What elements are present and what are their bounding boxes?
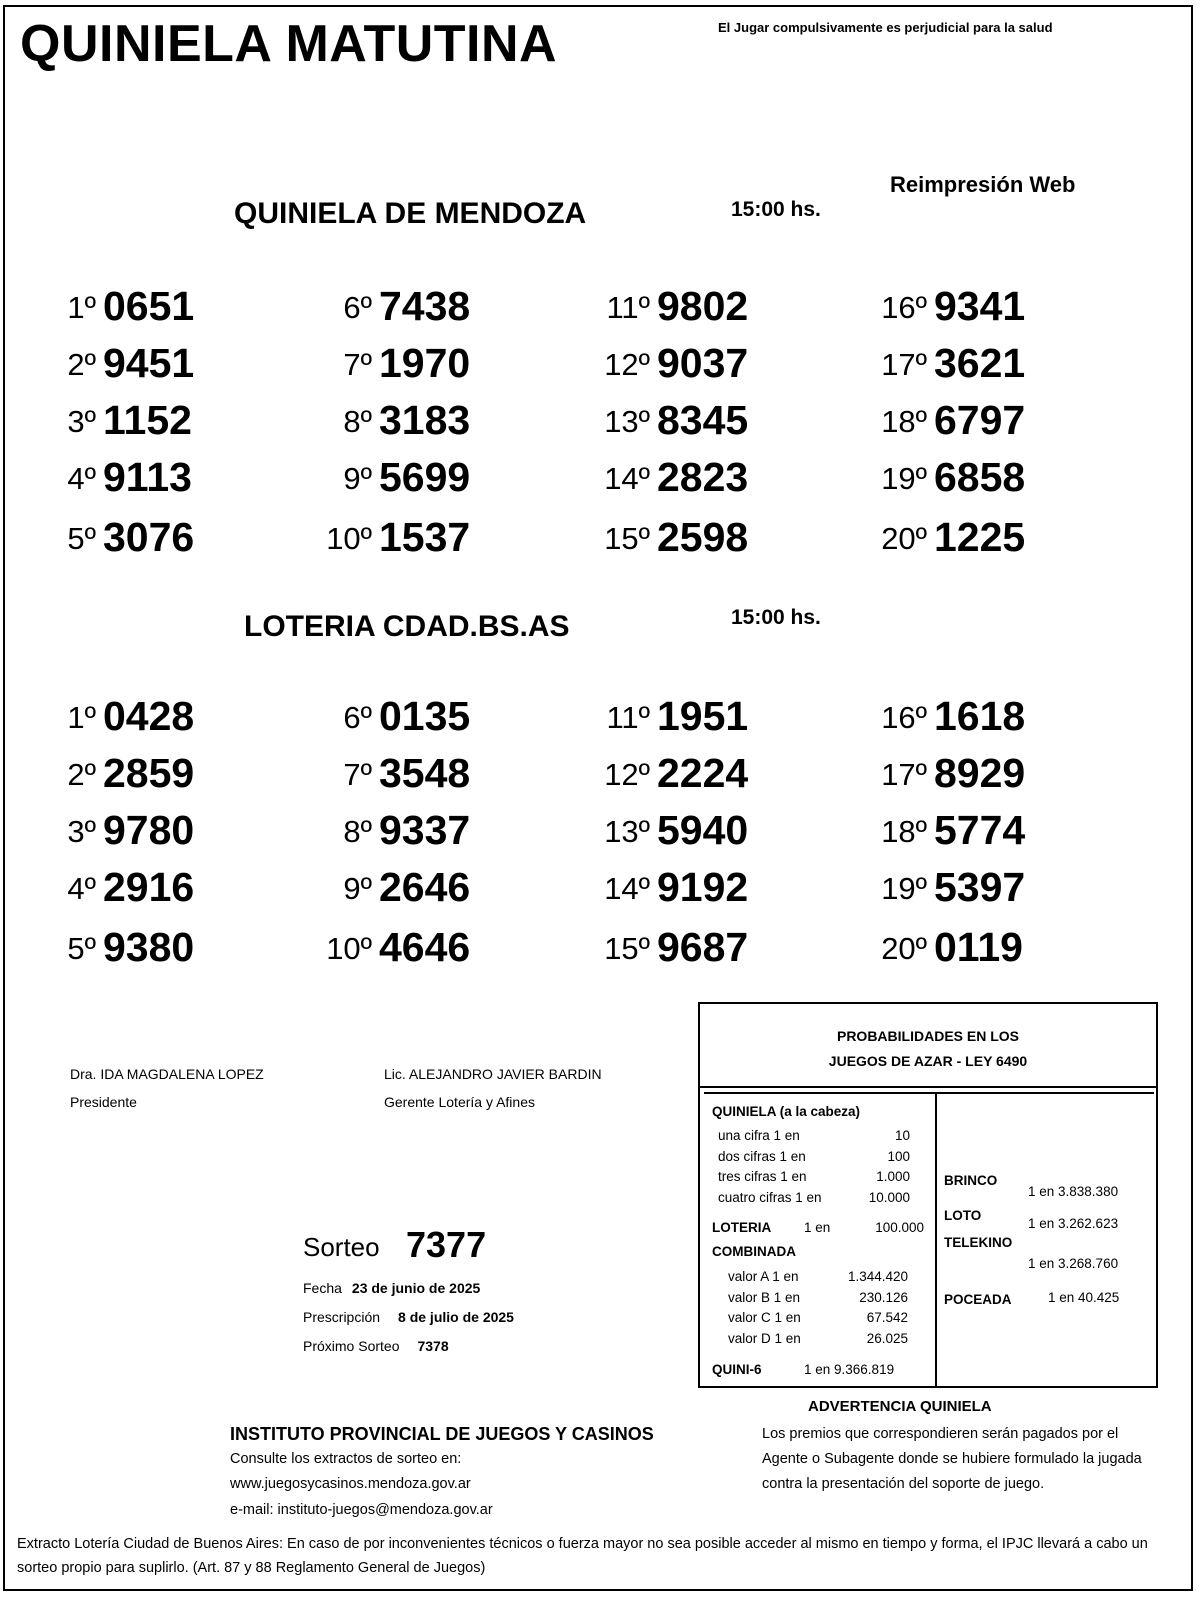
result-cell (827, 857, 1087, 915)
result-number: 9341 (934, 283, 1026, 329)
odds-row-label: tres cifras 1 en (718, 1169, 807, 1184)
signature-right-name: Lic. ALEJANDRO JAVIER BARDIN (384, 1066, 602, 1082)
result-number: 0651 (103, 283, 195, 329)
result-cell (0, 276, 256, 334)
result-number: 9037 (657, 340, 749, 386)
result-position: 8º (343, 814, 372, 849)
quiniela-odds-title: QUINIELA (a la cabeza) (712, 1104, 861, 1119)
result-position: 5º (67, 521, 96, 556)
result-position: 6º (343, 290, 372, 325)
result-number: 9687 (657, 924, 749, 970)
result-number: 3183 (379, 397, 471, 443)
result-number: 2859 (103, 750, 195, 796)
signature-left (70, 1060, 264, 1116)
result-number: 6797 (934, 397, 1026, 443)
result-position: 19º (881, 461, 927, 496)
result-position: 1º (67, 290, 96, 325)
result-position: 15º (604, 931, 650, 966)
fecha-value: 23 de junio de 2025 (351, 1280, 481, 1296)
result-cell (550, 447, 810, 505)
odds-row-value: 1.344.420 (847, 1269, 908, 1284)
result-number: 2224 (657, 750, 749, 796)
odds-row-label: valor B 1 en (728, 1289, 801, 1305)
result-position: 17º (881, 757, 927, 792)
result-number: 9192 (657, 864, 749, 910)
result-cell (827, 333, 1087, 391)
section-title-mendoza: QUINIELA DE MENDOZA (234, 197, 587, 230)
loteria-odds-label: LOTERIA (712, 1220, 772, 1235)
result-cell (827, 743, 1087, 801)
result-number: 5397 (934, 864, 1026, 910)
result-position: 12º (604, 347, 650, 382)
result-number: 6858 (934, 454, 1026, 500)
result-cell (0, 686, 256, 744)
result-number: 8345 (657, 397, 749, 443)
result-position: 19º (881, 871, 927, 906)
result-position: 5º (67, 931, 96, 966)
proximo-label: Próximo Sorteo (303, 1338, 400, 1354)
odds-row-value: 10 (894, 1128, 910, 1143)
result-position: 2º (67, 347, 96, 382)
quini6-odds-label: QUINI-6 (712, 1362, 762, 1377)
result-cell (550, 917, 810, 975)
result-number: 1618 (934, 693, 1026, 739)
result-number: 5940 (657, 807, 749, 853)
result-position: 9º (343, 461, 372, 496)
result-position: 3º (67, 404, 96, 439)
page-title: QUINIELA MATUTINA (20, 15, 558, 73)
result-number: 7438 (379, 283, 471, 329)
prescripcion-row (303, 1309, 514, 1325)
result-number: 1152 (103, 397, 192, 443)
result-number: 2823 (657, 454, 749, 500)
loto-value: 1 en 3.262.623 (1028, 1216, 1119, 1231)
odds-row-label: valor D 1 en (728, 1330, 801, 1346)
result-cell (827, 800, 1087, 858)
telekino-value: 1 en 3.268.760 (1028, 1256, 1119, 1271)
probabilities-header (700, 1004, 1156, 1088)
result-number: 8929 (934, 750, 1026, 796)
odds-row-value: 10.000 (868, 1189, 910, 1205)
result-position: 8º (343, 404, 372, 439)
result-position: 13º (604, 814, 650, 849)
result-number: 9802 (657, 283, 749, 329)
result-number: 5699 (379, 454, 471, 500)
loto-label: LOTO (944, 1208, 982, 1223)
result-cell (827, 686, 1087, 744)
result-number: 5774 (934, 807, 1026, 853)
section-time-mendoza: 15:00 hs. (731, 198, 821, 221)
odds-row-value: 1.000 (876, 1169, 910, 1184)
result-position: 4º (67, 461, 96, 496)
result-cell (550, 686, 810, 744)
probabilities-title-1: PROBABILIDADES EN LOS (836, 1028, 1019, 1044)
probabilities-title-2: JUEGOS DE AZAR - LEY 6490 (828, 1053, 1028, 1069)
quini6-odds-value: 1 en 9.366.819 (804, 1362, 895, 1377)
odds-row-value: 230.126 (859, 1289, 908, 1305)
result-position: 7º (343, 347, 372, 382)
result-number: 3621 (934, 340, 1026, 386)
result-position: 10º (326, 521, 372, 556)
poceada-value: 1 en 40.425 (1048, 1290, 1120, 1305)
result-number: 3076 (103, 514, 195, 560)
signature-left-name: Dra. IDA MAGDALENA LOPEZ (70, 1066, 264, 1082)
proximo-row (303, 1338, 449, 1354)
result-number: 0119 (934, 924, 1023, 970)
result-cell (550, 507, 810, 565)
sorteo-label: Sorteo (303, 1232, 380, 1262)
result-position: 2º (67, 757, 96, 792)
signature-right-role: Gerente Lotería y Afines (384, 1094, 535, 1110)
result-cell (550, 276, 810, 334)
result-cell (272, 333, 532, 391)
result-number: 1970 (379, 340, 471, 386)
result-cell (0, 857, 256, 915)
proximo-value: 7378 (417, 1338, 449, 1354)
result-position: 11º (606, 700, 650, 735)
result-cell (272, 743, 532, 801)
result-number: 4646 (379, 924, 471, 970)
result-number: 9780 (103, 807, 195, 853)
fecha-row (303, 1280, 480, 1296)
poceada-label: POCEADA (944, 1292, 1012, 1307)
result-cell (272, 800, 532, 858)
result-cell (272, 447, 532, 505)
signature-left-role: Presidente (70, 1094, 137, 1110)
result-position: 6º (343, 700, 372, 735)
result-position: 20º (881, 521, 927, 556)
probabilities-box (698, 1002, 1158, 1388)
result-number: 9451 (103, 340, 195, 386)
result-cell (827, 447, 1087, 505)
result-cell (550, 390, 810, 448)
result-cell (550, 333, 810, 391)
advertencia-title: ADVERTENCIA QUINIELA (808, 1398, 992, 1415)
result-cell (272, 507, 532, 565)
result-position: 16º (881, 700, 927, 735)
institute-email[interactable]: e-mail: instituto-juegos@mendoza.gov.ar (230, 1502, 493, 1518)
result-cell (827, 276, 1087, 334)
result-number: 0428 (103, 693, 195, 739)
result-position: 12º (604, 757, 650, 792)
health-warning: El Jugar compulsivamente es perjudicial para la salud (718, 20, 1053, 35)
result-cell (0, 447, 256, 505)
result-cell (272, 917, 532, 975)
result-cell (0, 507, 256, 565)
result-cell (550, 857, 810, 915)
result-position: 18º (881, 404, 927, 439)
result-number: 9380 (103, 924, 195, 970)
odds-row-label: dos cifras 1 en (718, 1148, 806, 1164)
prescripcion-value: 8 de julio de 2025 (398, 1309, 514, 1325)
result-position: 14º (604, 871, 650, 906)
result-number: 9113 (103, 454, 192, 500)
result-position: 4º (67, 871, 96, 906)
result-cell (827, 390, 1087, 448)
result-cell (272, 686, 532, 744)
result-number: 1225 (934, 514, 1026, 560)
result-position: 20º (881, 931, 927, 966)
combinada-odds-title: COMBINADA (712, 1244, 796, 1259)
fecha-label: Fecha (303, 1280, 342, 1296)
advertencia-text: Los premios que correspondieren serán pagados por el Agente o Subagente donde se hubiere formulado la jugada contra la presentación del soporte de juego. (762, 1426, 1142, 1492)
result-position: 9º (343, 871, 372, 906)
loteria-odds-text: 1 en (804, 1220, 831, 1235)
result-cell (272, 390, 532, 448)
result-number: 2646 (379, 864, 471, 910)
result-number: 0135 (379, 693, 471, 739)
result-position: 13º (604, 404, 650, 439)
institute-website[interactable]: www.juegosycasinos.mendoza.gov.ar (230, 1476, 471, 1492)
result-position: 1º (67, 700, 96, 735)
odds-row-label: valor A 1 en (728, 1269, 799, 1284)
result-cell (827, 917, 1087, 975)
result-number: 1951 (657, 693, 749, 739)
sorteo-number: 7377 (406, 1224, 487, 1265)
odds-row-label: cuatro cifras 1 en (718, 1189, 822, 1205)
brinco-label: BRINCO (944, 1173, 998, 1188)
result-number: 3548 (379, 750, 471, 796)
result-cell (0, 800, 256, 858)
result-position: 18º (881, 814, 927, 849)
telekino-label: TELEKINO (944, 1235, 1013, 1250)
footer-note: Extracto Lotería Ciudad de Buenos Aires: En caso de por inconvenientes técnicos o fuerza mayor no sea posible acceder al mismo en tiempo y forma, el IPJC llevará a cabo un sorteo propio para suplirlo. (Art. 87 y 88 Reglamento General de Juegos) (17, 1536, 1148, 1576)
result-cell (550, 800, 810, 858)
result-number: 9337 (379, 807, 471, 853)
section-title-loteria: LOTERIA CDAD.BS.AS (244, 610, 570, 643)
result-cell (0, 917, 256, 975)
brinco-value: 1 en 3.838.380 (1028, 1184, 1119, 1199)
result-number: 2598 (657, 514, 749, 560)
probabilities-divider-v (935, 1094, 937, 1386)
reprint-label: Reimpresión Web (890, 172, 1076, 197)
loteria-odds-value: 100.000 (875, 1220, 924, 1235)
result-position: 15º (604, 521, 650, 556)
result-number: 2916 (103, 864, 195, 910)
result-position: 7º (343, 757, 372, 792)
result-position: 14º (604, 461, 650, 496)
odds-row-value: 26.025 (866, 1330, 908, 1346)
result-position: 11º (606, 290, 650, 325)
section-time-loteria: 15:00 hs. (731, 606, 821, 629)
institute-name: INSTITUTO PROVINCIAL DE JUEGOS Y CASINOS (230, 1424, 654, 1444)
result-cell (550, 743, 810, 801)
result-cell (827, 507, 1087, 565)
result-cell (0, 390, 256, 448)
result-cell (0, 743, 256, 801)
result-number: 1537 (379, 514, 471, 560)
result-cell (272, 857, 532, 915)
odds-row-value: 100 (887, 1148, 910, 1164)
institute-consult: Consulte los extractos de sorteo en: (230, 1451, 462, 1467)
result-position: 16º (881, 290, 927, 325)
odds-row-value: 67.542 (866, 1310, 908, 1325)
result-cell (0, 333, 256, 391)
probabilities-divider-h (704, 1092, 1154, 1094)
result-position: 3º (67, 814, 96, 849)
result-cell (272, 276, 532, 334)
signature-right (384, 1060, 602, 1116)
odds-row-label: una cifra 1 en (718, 1128, 800, 1143)
prescripcion-label: Prescripción (303, 1309, 381, 1325)
odds-row-label: valor C 1 en (728, 1310, 801, 1325)
result-position: 10º (326, 931, 372, 966)
result-position: 17º (881, 347, 927, 382)
